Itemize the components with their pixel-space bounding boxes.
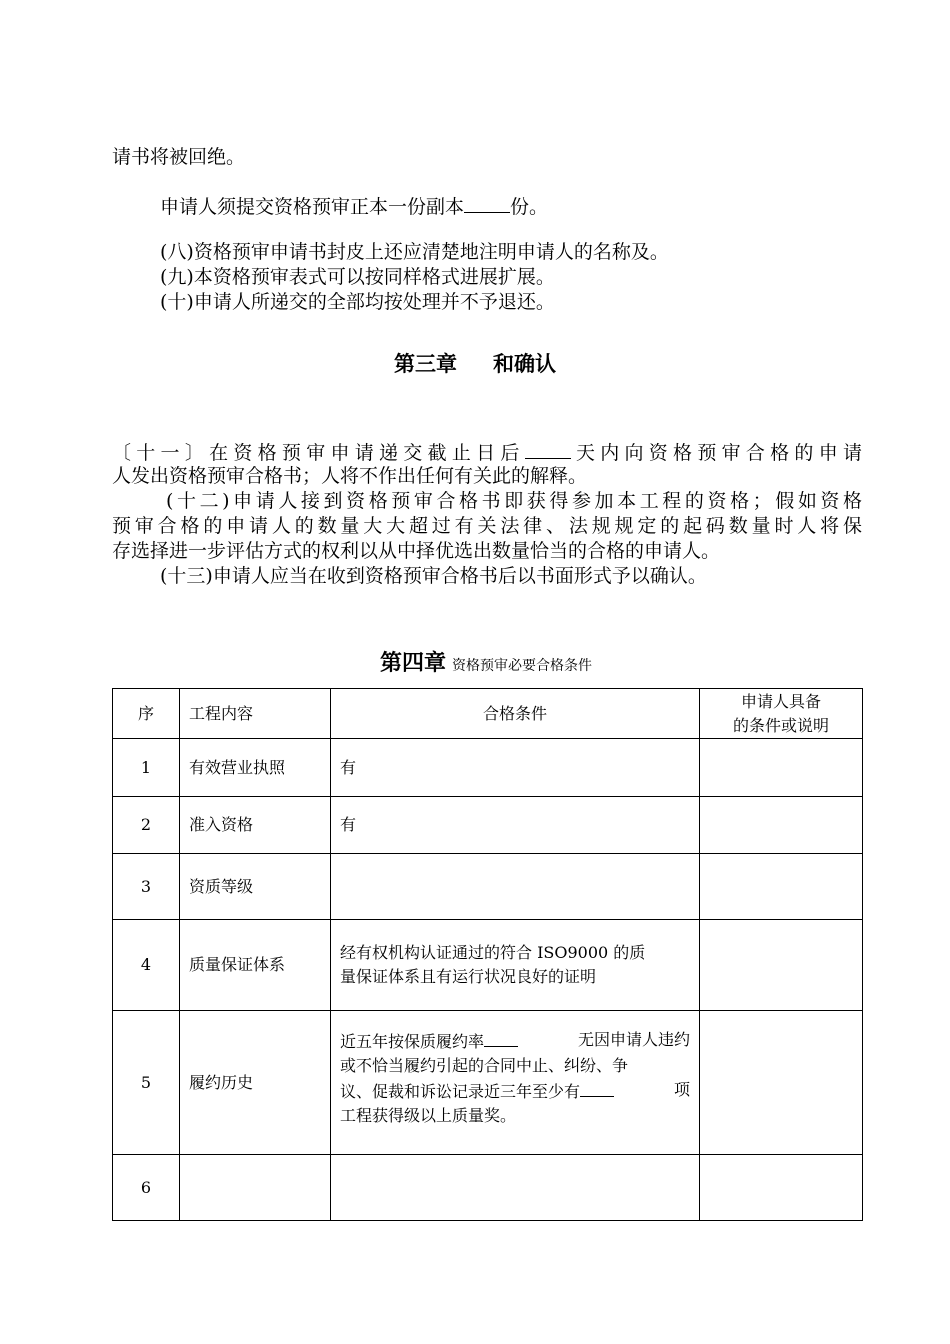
copies-text-end: 份。: [510, 196, 549, 218]
table-row: [113, 1155, 863, 1221]
table-row: [113, 920, 863, 1011]
item-12-line-3: 存选择进一步评估方式的权利以从中择优选出数量恰当的合格的申请人。: [112, 540, 721, 562]
copies-requirement: [160, 194, 910, 219]
table-row: [113, 1011, 863, 1155]
paragraph-line: 请书将被回绝。: [112, 146, 246, 168]
header-item: 工程内容: [180, 689, 331, 739]
chapter-4-subtitle: 资格预审必要合格条件: [452, 658, 592, 674]
item-12-line-2: 预审合格的申请人的数量大大超过有关法律、法规规定的起码数量时人将保: [112, 515, 862, 537]
chapter-3-title: 和确认: [493, 352, 556, 376]
row-number: 1: [113, 739, 180, 797]
row-applicant: [700, 739, 863, 797]
blank-underline: [484, 1028, 518, 1047]
row-item: 资质等级: [180, 854, 331, 920]
item-12-line-1: (十二)申请人接到资格预审合格书即获得参加本工程的资格；假如资格: [166, 490, 862, 512]
row-condition: 经有权机构认证通过的符合 ISO9000 的质 量保证体系且有运行状况良好的证明: [331, 920, 700, 1011]
blank-underline: [525, 440, 571, 459]
header-no: 序: [113, 689, 180, 739]
row-applicant: [700, 797, 863, 854]
row-item: [180, 1155, 331, 1221]
item-13: (十三)申请人应当在收到资格预审合格书后以书面形式予以确认。: [160, 565, 707, 587]
row-number: 3: [113, 854, 180, 920]
header-condition: 合格条件: [331, 689, 700, 739]
item-9: (九)本资格预审表式可以按同样格式进展扩展。: [160, 266, 555, 288]
row-number: 4: [113, 920, 180, 1011]
row-condition: [331, 1155, 700, 1221]
item-10: (十)申请人所递交的全部均按处理并不予退还。: [160, 291, 555, 313]
copies-text: 申请人须提交资格预审正本一份副本: [160, 196, 465, 218]
row-condition: 有: [331, 797, 700, 854]
row-item: 准入资格: [180, 797, 331, 854]
table-row: [113, 739, 863, 797]
item-11-line-1: 〔十一〕在资格预审申请递交截止日后 天内向资格预审合格的申请: [112, 442, 862, 464]
row-number: 2: [113, 797, 180, 854]
header-applicant: 申请人具备 的条件或说明: [700, 689, 863, 739]
item-11-line-2: 人发出资格预审合格书；人将不作出任何有关此的解释。: [112, 465, 588, 487]
row-item: 履约历史: [180, 1011, 331, 1155]
row-condition: 近五年按保质履约率 无因申请人违约 或不恰当履约引起的合同中止、纠纷、争 议、促裁和诉讼记录近三年至少有 项 工程获得级以上质量奖。: [331, 1011, 700, 1155]
blank-underline: [464, 194, 510, 213]
row-applicant: [700, 920, 863, 1011]
chapter-3-heading: [0, 350, 950, 378]
row-number: 5: [113, 1011, 180, 1155]
row-condition: [331, 854, 700, 920]
blank-underline: [580, 1078, 614, 1097]
table-row: [113, 854, 863, 920]
row-applicant: [700, 854, 863, 920]
qualification-table: [112, 688, 863, 1221]
table-header-row: [113, 689, 863, 739]
chapter-4-number: 第四章: [379, 651, 446, 676]
chapter-3-number: 第三章: [394, 352, 457, 376]
row-number: 6: [113, 1155, 180, 1221]
row-applicant: [700, 1155, 863, 1221]
item-8: (八)资格预审申请书封皮上还应清楚地注明申请人的名称及。: [160, 241, 669, 263]
row-item: 质量保证体系: [180, 920, 331, 1011]
table-row: [113, 797, 863, 854]
row-item: 有效营业执照: [180, 739, 331, 797]
row-condition: 有: [331, 739, 700, 797]
row-applicant: [700, 1011, 863, 1155]
chapter-4-heading: [0, 648, 950, 682]
